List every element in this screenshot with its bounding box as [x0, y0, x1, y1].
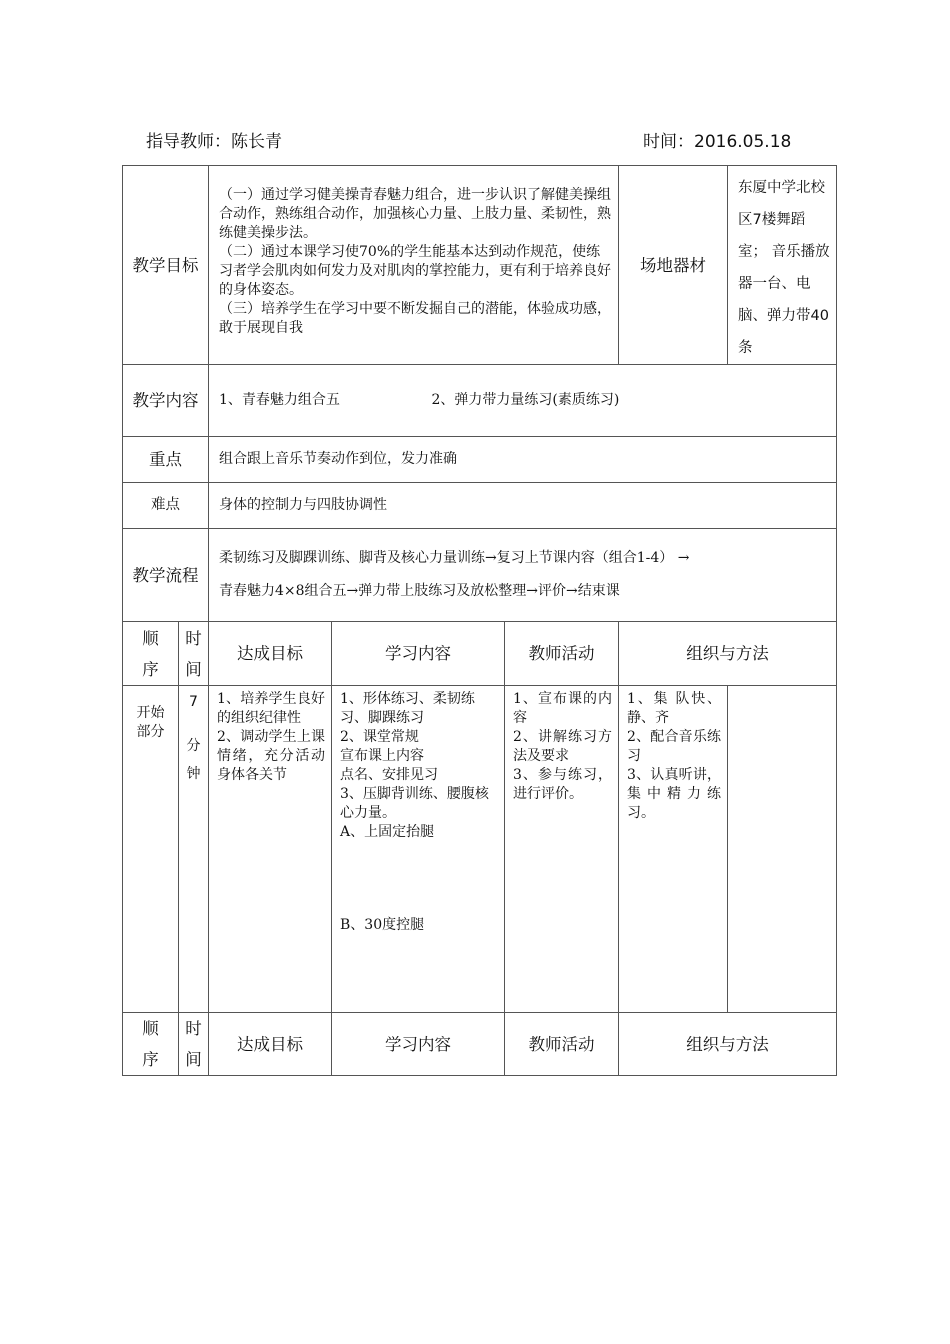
flow-line-2: 青春魅力4×8组合五→弹力带上肢练习及放松整理→评价→结束课	[219, 583, 620, 599]
col-time-label: 时间	[185, 628, 202, 679]
col-method-header	[619, 622, 837, 686]
col-order-header	[123, 622, 179, 686]
key-point-label-cell	[123, 437, 209, 483]
difficulty-value: 身体的控制力与四肢协调性	[219, 497, 387, 513]
start-empty-cell	[728, 686, 837, 1013]
venue-label-cell	[619, 166, 728, 365]
content-label-cell	[123, 365, 209, 437]
start-goal-1: 1、培养学生良好的组织纪律性	[217, 691, 325, 726]
teacher-name: 指导教师：陈长青	[146, 132, 282, 152]
venue-cell	[728, 166, 837, 365]
start-study-6: A、上固定抬腿	[340, 824, 435, 840]
venue-label: 场地器材	[640, 255, 707, 275]
col-order-header-2	[123, 1013, 179, 1076]
content-cell	[209, 365, 837, 437]
start-method-1: 1、集 队快、静、齐	[627, 691, 722, 726]
col-method-label: 组织与方法	[686, 644, 769, 663]
difficulty-cell	[209, 483, 837, 529]
objectives-label: 教学目标	[132, 255, 199, 275]
col-teacher-label: 教师活动	[528, 644, 595, 663]
start-time-cell	[179, 686, 209, 1013]
col-study-header	[332, 622, 505, 686]
start-teacher-cell	[505, 686, 619, 1013]
flow-label: 教学流程	[132, 565, 199, 585]
key-point-value: 组合跟上音乐节奏动作到位，发力准确	[219, 451, 457, 467]
col-order-label: 顺序	[142, 628, 159, 679]
key-point-cell	[209, 437, 837, 483]
start-study-7: B、30度控腿	[340, 917, 425, 933]
start-study-3: 宣布课上内容	[340, 748, 424, 764]
col-method-label-2: 组织与方法	[686, 1034, 769, 1054]
col-study-header-2	[332, 1013, 505, 1076]
spacer	[340, 842, 498, 916]
key-point-label: 重点	[149, 450, 182, 469]
col-goal-header-2	[209, 1013, 332, 1076]
col-time-header	[179, 622, 209, 686]
content-label: 教学内容	[132, 391, 199, 410]
col-teacher-label-2: 教师活动	[528, 1034, 595, 1054]
col-teacher-header-2	[505, 1013, 619, 1076]
col-order-label-2: 顺序	[142, 1019, 159, 1069]
flow-label-cell	[123, 529, 209, 622]
start-teacher-2: 2、讲解练习方法及要求	[513, 729, 613, 764]
flow-line-1: 柔韧练习及脚踝训练、脚背及核心力量训练→复习上节课内容（组合1-4） →	[219, 550, 690, 566]
start-method-cell	[619, 686, 728, 1013]
start-study-1: 1、形体练习、柔韧练习、脚踝练习	[340, 691, 475, 726]
start-study-5: 3、压脚背训练、腰腹核心力量。	[340, 786, 489, 821]
start-time-number: 7	[189, 694, 198, 710]
start-order-cell	[123, 686, 179, 1013]
col-goal-label: 达成目标	[237, 644, 303, 663]
objectives-cell	[209, 166, 619, 365]
col-time-header-2	[179, 1013, 209, 1076]
col-study-label-2: 学习内容	[385, 1034, 451, 1054]
start-method-2: 2、配合音乐练习	[627, 729, 722, 764]
start-order: 开始部分	[136, 705, 165, 740]
start-teacher-3: 3、参与练习，进行评价。	[513, 767, 613, 802]
col-method-header-2	[619, 1013, 837, 1076]
difficulty-label: 难点	[151, 497, 180, 513]
start-study-2: 2、课堂常规	[340, 729, 419, 745]
objective-item-3: （三）培养学生在学习中要不断发掘自己的潜能，体验成功感，敢于展现自我	[219, 301, 611, 336]
lesson-date: 时间：2016.05.18	[643, 132, 792, 152]
col-time-label-2: 时间	[185, 1019, 202, 1069]
col-teacher-header	[505, 622, 619, 686]
col-goal-header	[209, 622, 332, 686]
start-goals-cell	[209, 686, 332, 1013]
col-study-label: 学习内容	[385, 644, 451, 663]
start-teacher-1: 1、宣布课的内容	[513, 691, 613, 726]
col-goal-label-2: 达成目标	[237, 1034, 303, 1054]
lesson-plan-table	[122, 165, 837, 1076]
flow-cell	[209, 529, 837, 622]
start-time-unit-1: 分	[186, 738, 201, 754]
start-time-unit-2: 钟	[186, 766, 201, 782]
objective-item-2: （二）通过本课学习使70%的学生能基本达到动作规范，使练习者学会肌肉如何发力及对肌肉的掌控能力，更有利于培养良好的身体姿态。	[219, 244, 611, 298]
start-method-3: 3、认真听讲，集中精力练习。	[627, 767, 722, 821]
start-study-cell	[332, 686, 505, 1013]
difficulty-label-cell	[123, 483, 209, 529]
start-goal-2: 2、调动学生上课情绪，充分活动身体各关节	[217, 729, 325, 783]
objective-item-1: （一）通过学习健美操青春魅力组合，进一步认识了解健美操组合动作，熟练组合动作，加强核心力量、上肢力量、柔韧性，熟练健美操步法。	[219, 187, 611, 241]
content-item-1: 1、青春魅力组合五	[219, 392, 340, 408]
content-item-2: 2、弹力带力量练习(素质练习)	[431, 392, 620, 408]
venue-value: 东厦中学北校区7楼舞蹈室； 音乐播放器一台、电脑、弹力带40条	[738, 180, 830, 356]
start-study-4: 点名、安排见习	[340, 767, 438, 783]
objectives-label-cell	[123, 166, 209, 365]
